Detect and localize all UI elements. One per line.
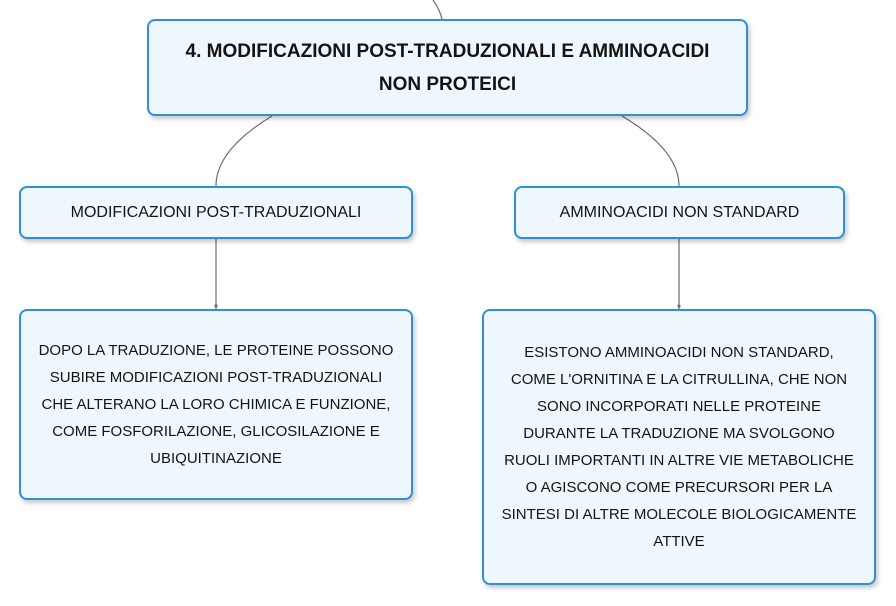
connector-root-to-left-topic	[216, 116, 272, 186]
detail-node-text: ESISTONO AMMINOACIDI NON STANDARD, COME L'ORNITINA E LA CITRULLINA, CHE NON SONO INCORPORATI NELLE PROTEINE DURANTE LA TRADUZIONE MA SVOLGONO RUOLI IMPORTANTI IN ALTRE VIE METABOLICHE O AGISCONO COME PRECURSORI PER LA SINTESI DI ALTRE MOLECOLE BIOLOGICAMENTE ATTIVE	[501, 344, 857, 550]
connector-dot-left	[214, 304, 217, 307]
detail-node-text: DOPO LA TRADUZIONE, LE PROTEINE POSSONO SUBIRE MODIFICAZIONI POST-TRADUZIONALI CHE ALTERANO LA LORO CHIMICA E FUNZIONE, COME FOSFORILAZIONE, GLICOSILAZIONE E UBIQUITINAZIONE	[38, 342, 394, 467]
connector-dot-right	[677, 304, 680, 307]
connector-root-to-right-topic	[622, 116, 679, 186]
detail-node-post-translational-modifications[interactable]	[19, 309, 413, 500]
topic-node-label: AMMINOACIDI NON STANDARD	[559, 203, 800, 221]
root-node[interactable]	[147, 19, 748, 116]
topic-node-nonstandard-amino-acids[interactable]	[514, 186, 845, 239]
detail-node-nonstandard-amino-acids[interactable]	[482, 309, 876, 585]
connector-parent-to-root	[433, 0, 442, 19]
topic-node-label: MODIFICAZIONI POST-TRADUZIONALI	[70, 203, 362, 221]
topic-node-post-translational-modifications[interactable]	[19, 186, 413, 239]
root-node-title: 4. MODIFICAZIONI POST-TRADUZIONALI E AMMINOACIDI NON PROTEICI	[185, 40, 710, 95]
